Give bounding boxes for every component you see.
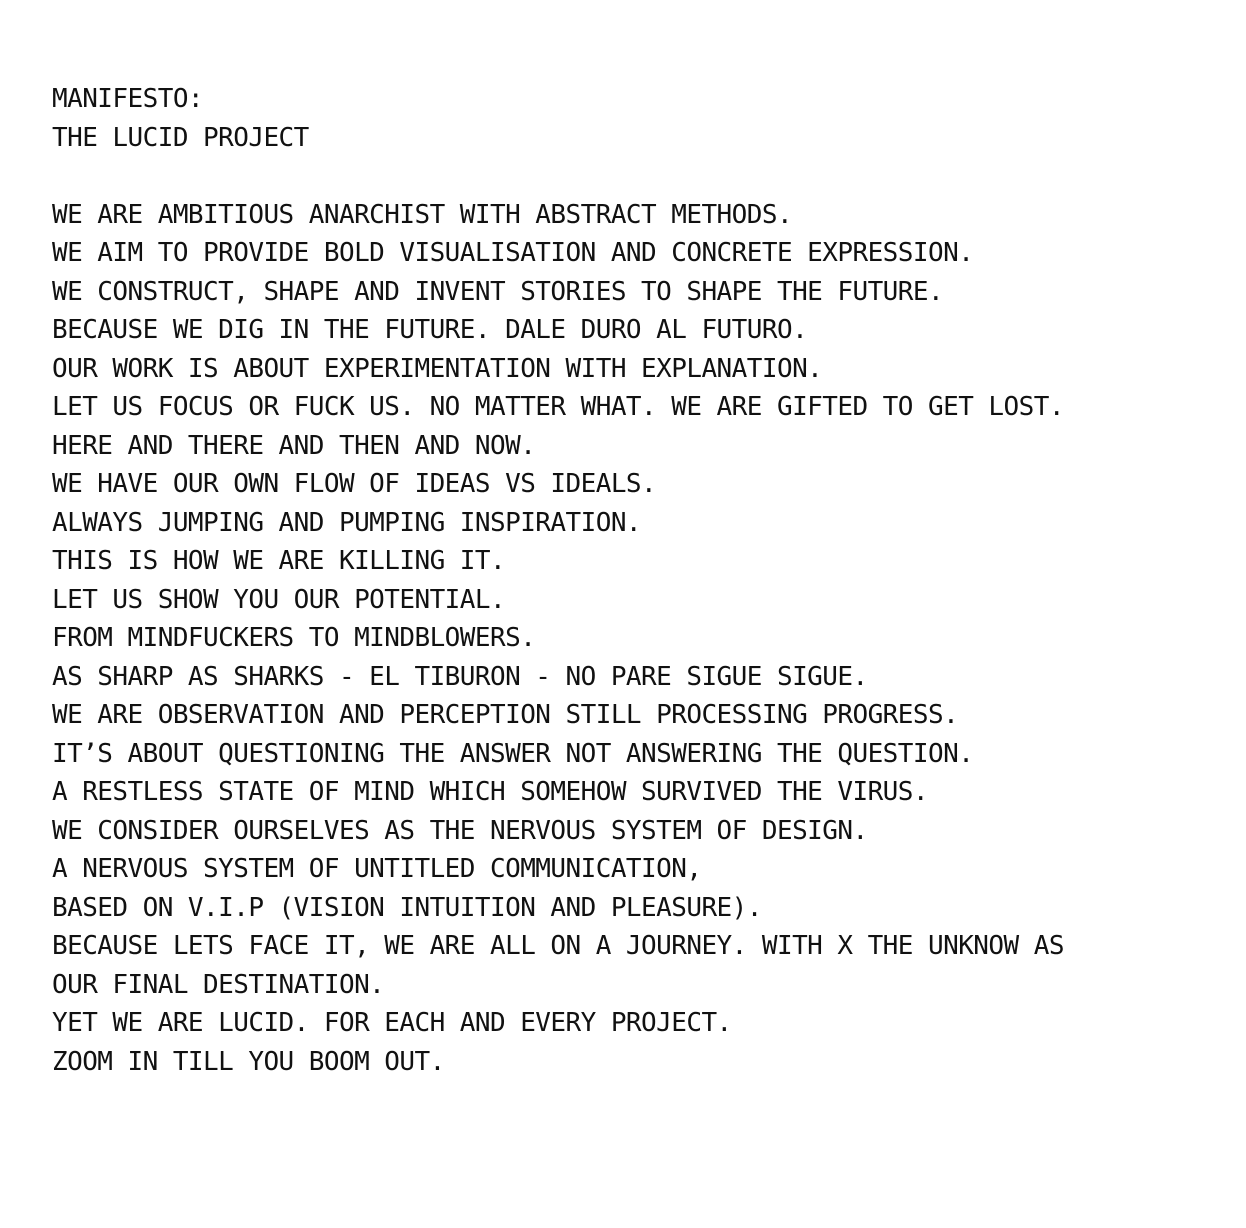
- paragraph-gap: [52, 157, 1232, 196]
- manifesto-line: A NERVOUS SYSTEM OF UNTITLED COMMUNICATION,: [52, 854, 702, 884]
- manifesto-line: WE AIM TO PROVIDE BOLD VISUALISATION AND CONCRETE EXPRESSION.: [52, 238, 974, 268]
- manifesto-line: BECAUSE WE DIG IN THE FUTURE. DALE DURO AL FUTURO.: [52, 315, 808, 345]
- manifesto-line: WE ARE AMBITIOUS ANARCHIST WITH ABSTRACT METHODS.: [52, 199, 793, 230]
- manifesto-body: [52, 196, 1232, 1082]
- title-line: THE LUCID PROJECT: [52, 122, 309, 153]
- manifesto-line: BECAUSE LETS FACE IT, WE ARE ALL ON A JOURNEY. WITH X THE UNKNOW AS: [52, 931, 1064, 961]
- manifesto-line: A RESTLESS STATE OF MIND WHICH SOMEHOW SURVIVED THE VIRUS.: [52, 777, 928, 807]
- manifesto-line: WE CONSTRUCT, SHAPE AND INVENT STORIES TO SHAPE THE FUTURE.: [52, 276, 944, 307]
- manifesto-line: ZOOM IN TILL YOU BOOM OUT.: [52, 1046, 445, 1077]
- manifesto-line: WE HAVE OUR OWN FLOW OF IDEAS VS IDEALS.: [52, 469, 657, 499]
- manifesto-line: AS SHARP AS SHARKS - EL TIBURON - NO PARE SIGUE SIGUE.: [52, 661, 868, 692]
- manifesto-line: ALWAYS JUMPING AND PUMPING INSPIRATION.: [52, 507, 642, 538]
- manifesto-line: WE ARE OBSERVATION AND PERCEPTION STILL PROCESSING PROGRESS.: [52, 700, 959, 730]
- manifesto-line: OUR WORK IS ABOUT EXPERIMENTATION WITH EXPLANATION.: [52, 353, 823, 384]
- manifesto-line: LET US FOCUS OR FUCK US. NO MATTER WHAT. WE ARE GIFTED TO GET LOST.: [52, 392, 1064, 422]
- manifesto-line: OUR FINAL DESTINATION.: [52, 969, 385, 1000]
- manifesto-line: IT’S ABOUT QUESTIONING THE ANSWER NOT ANSWERING THE QUESTION.: [52, 738, 974, 769]
- title-line: MANIFESTO:: [52, 84, 204, 114]
- manifesto-line: THIS IS HOW WE ARE KILLING IT.: [52, 546, 506, 576]
- manifesto-line: WE CONSIDER OURSELVES AS THE NERVOUS SYSTEM OF DESIGN.: [52, 815, 868, 846]
- manifesto-title: [52, 80, 1232, 157]
- manifesto-document: [52, 80, 1232, 1081]
- manifesto-line: LET US SHOW YOU OUR POTENTIAL.: [52, 584, 506, 615]
- manifesto-line: FROM MINDFUCKERS TO MINDBLOWERS.: [52, 623, 536, 653]
- manifesto-line: YET WE ARE LUCID. FOR EACH AND EVERY PROJECT.: [52, 1008, 732, 1038]
- manifesto-line: BASED ON V.I.P (VISION INTUITION AND PLEASURE).: [52, 892, 762, 923]
- manifesto-line: HERE AND THERE AND THEN AND NOW.: [52, 430, 536, 461]
